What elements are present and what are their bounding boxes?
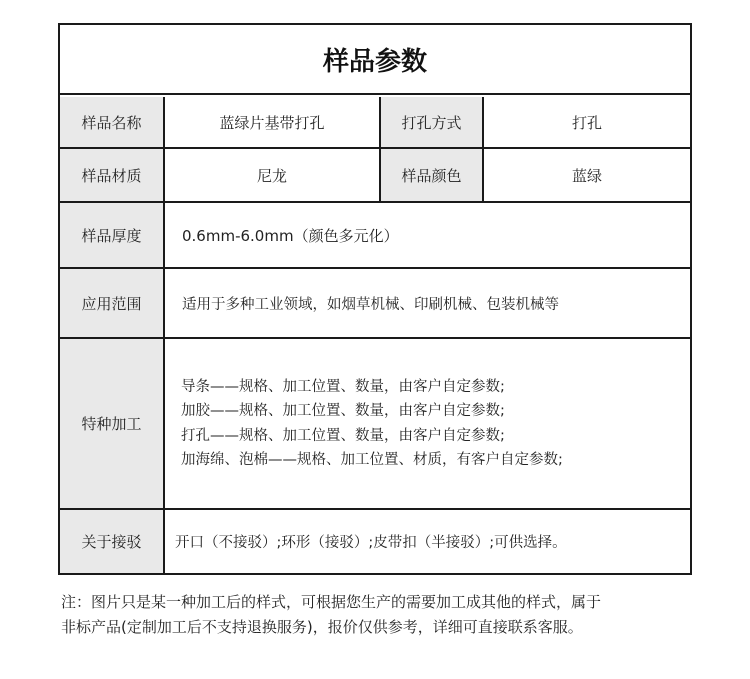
list-item: 打孔——规格、加工位置、数量，由客户自定参数; bbox=[181, 427, 505, 444]
list-item: 导条——规格、加工位置、数量，由客户自定参数; bbox=[181, 378, 505, 395]
label-sample-material: 样品材质 bbox=[60, 149, 163, 201]
value-punch-method: 打孔 bbox=[571, 113, 602, 132]
list-item: 加胶——规格、加工位置、数量，由客户自定参数; bbox=[181, 403, 505, 419]
footnote-line: 注：图片只是某一种加工后的样式，可根据您生产的需要加工成其他的样式，属于 bbox=[61, 593, 602, 611]
column-divider bbox=[163, 97, 165, 573]
label-punch-method: 打孔方式 bbox=[381, 97, 482, 147]
table-title: 样品参数 bbox=[60, 25, 690, 95]
label-sample-thickness: 样品厚度 bbox=[60, 203, 163, 267]
column-divider bbox=[379, 97, 381, 201]
footnote bbox=[61, 590, 701, 640]
parameter-table bbox=[58, 23, 692, 575]
list-item: 加海绵、泡棉——规格、加工位置、材质，有客户自定参数; bbox=[181, 452, 563, 468]
value-sample-color: 蓝绿 bbox=[571, 166, 602, 185]
label-sample-name: 样品名称 bbox=[60, 97, 163, 147]
label-joining: 关于接驳 bbox=[60, 510, 163, 573]
label-special-processing: 特种加工 bbox=[60, 339, 163, 508]
value-sample-material: 尼龙 bbox=[256, 166, 287, 185]
special-processing-list bbox=[165, 339, 690, 508]
footnote-line: 非标产品(定制加工后不支持退换服务)，报价仅供参考，详细可直接联系客服。 bbox=[61, 618, 583, 636]
value-sample-thickness: 0.6mm-6.0mm（颜色多元化） bbox=[182, 226, 399, 245]
label-sample-color: 样品颜色 bbox=[381, 149, 482, 201]
column-divider bbox=[482, 97, 484, 201]
value-sample-name: 蓝绿片基带打孔 bbox=[219, 113, 325, 132]
value-joining: 开口（不接驳）;环形（接驳）;皮带扣（半接驳）;可供选择。 bbox=[175, 535, 567, 551]
value-application-scope: 适用于多种工业领域，如烟草机械、印刷机械、包装机械等 bbox=[182, 296, 559, 313]
label-application-scope: 应用范围 bbox=[60, 269, 163, 337]
